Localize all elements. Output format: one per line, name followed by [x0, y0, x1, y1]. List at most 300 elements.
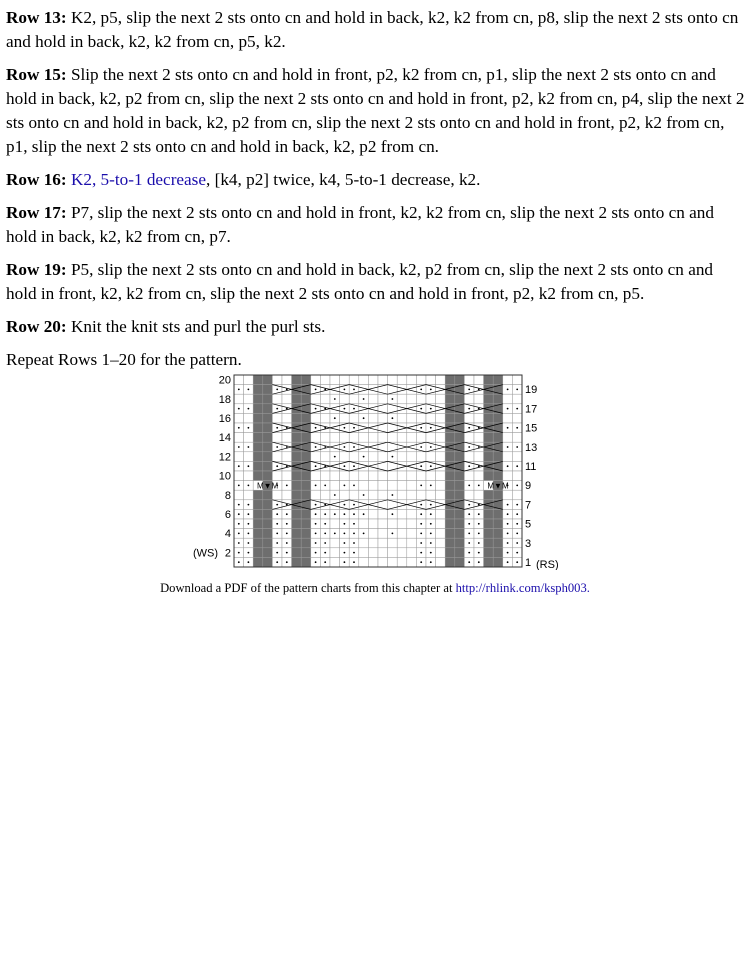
purl-dot [238, 408, 240, 410]
chart-cell [253, 404, 263, 414]
purl-dot [324, 427, 326, 429]
purl-dot [430, 446, 432, 448]
chart-cell [253, 529, 263, 539]
purl-dot [286, 513, 288, 515]
chart-cell [378, 519, 388, 529]
purl-dot [353, 513, 355, 515]
chart-cell [445, 538, 455, 548]
chart-cell [349, 452, 359, 462]
purl-dot [507, 552, 509, 554]
chart-cell [378, 375, 388, 385]
chart-cell [512, 452, 522, 462]
purl-dot [324, 408, 326, 410]
chart-cell [359, 519, 369, 529]
chart-cell [388, 481, 398, 491]
caption-text: Download a PDF of the pattern charts from this chapter at [160, 581, 456, 595]
pdf-download-link[interactable]: http://rhlink.com/ksph003. [455, 581, 590, 595]
purl-dot [420, 504, 422, 506]
purl-dot [315, 485, 317, 487]
purl-dot [238, 542, 240, 544]
chart-cell [474, 490, 484, 500]
purl-dot [238, 389, 240, 391]
purl-dot [248, 446, 250, 448]
row-number-right: 1 [525, 557, 532, 569]
chart-cell [292, 490, 302, 500]
chart-cell [407, 548, 417, 558]
purl-dot [468, 446, 470, 448]
row-text: P7, slip the next 2 sts onto cn and hold in front, k2, k2 from cn, slip the next 2 sts onto cn and hold in back, k2, k2 from cn, p7. [6, 203, 714, 246]
chart-cell [493, 471, 503, 481]
chart-cell [397, 519, 407, 529]
purl-dot [238, 523, 240, 525]
chart-cell [244, 413, 254, 423]
chart-cell [436, 548, 446, 558]
purl-dot [430, 389, 432, 391]
purl-dot [478, 446, 480, 448]
chart-cell [272, 452, 282, 462]
chart-cell [368, 529, 378, 539]
row-number-right: 19 [525, 384, 538, 397]
chart-cell [445, 375, 455, 385]
chart-cell [464, 394, 474, 404]
chart-cell [397, 471, 407, 481]
chart-cell [474, 471, 484, 481]
row-15-instruction [6, 63, 746, 159]
row-number-left: 16 [218, 413, 231, 425]
row-number-left: 6 [224, 509, 231, 521]
chart-cell [244, 375, 254, 385]
chart-cell [512, 490, 522, 500]
chart-cell [253, 375, 263, 385]
purl-dot [286, 446, 288, 448]
chart-cell [436, 375, 446, 385]
chart-cell [263, 529, 273, 539]
chart-cell [445, 509, 455, 519]
chart-cell [234, 490, 244, 500]
chart-cell [292, 452, 302, 462]
purl-dot [478, 533, 480, 535]
chart-cell [368, 509, 378, 519]
chart-cell [272, 471, 282, 481]
chart-cell [493, 375, 503, 385]
purl-dot [276, 561, 278, 563]
chart-cell [445, 519, 455, 529]
row-number-left: 20 [218, 374, 231, 387]
chart-cell [455, 413, 465, 423]
chart-cell [503, 394, 513, 404]
chart-grid [234, 375, 522, 567]
repeat-instruction: Repeat Rows 1–20 for the pattern. [6, 350, 242, 369]
chart-cell [359, 375, 369, 385]
chart-cell [253, 500, 263, 510]
chart-cell [455, 490, 465, 500]
purl-dot [516, 552, 518, 554]
purl-dot [353, 523, 355, 525]
purl-dot [363, 494, 365, 496]
chart-cell [234, 452, 244, 462]
purl-dot [334, 533, 336, 535]
chart-cell [292, 481, 302, 491]
chart-cell [253, 442, 263, 452]
purl-dot [286, 552, 288, 554]
purl-dot [315, 542, 317, 544]
chart-cell [503, 413, 513, 423]
chart-cell [388, 433, 398, 443]
chart-cell [455, 538, 465, 548]
purl-dot [420, 465, 422, 467]
chart-cell [493, 413, 503, 423]
chart-cell [340, 490, 350, 500]
rs-label: (RS) [536, 559, 559, 570]
chart-cell [436, 538, 446, 548]
chart-cell [244, 433, 254, 443]
purl-dot [286, 523, 288, 525]
chart-cell [368, 557, 378, 567]
chart-cell [263, 375, 273, 385]
purl-dot [507, 533, 509, 535]
purl-dot [315, 561, 317, 563]
purl-dot [315, 513, 317, 515]
purl-dot [238, 552, 240, 554]
purl-dot [516, 408, 518, 410]
purl-dot [248, 485, 250, 487]
chart-cell [253, 452, 263, 462]
chart-cell [484, 394, 494, 404]
purl-dot [478, 389, 480, 391]
purl-dot [478, 542, 480, 544]
purl-dot [286, 504, 288, 506]
chart-cell [484, 452, 494, 462]
chart-cell [359, 481, 369, 491]
purl-dot [468, 542, 470, 544]
chart-cell [368, 375, 378, 385]
chart-cell [436, 433, 446, 443]
purl-dot [420, 523, 422, 525]
purl-dot [315, 408, 317, 410]
chart-cell [282, 433, 292, 443]
decrease-link[interactable]: K2, 5-to-1 decrease [70, 170, 206, 189]
purl-dot [420, 446, 422, 448]
chart-cell [484, 509, 494, 519]
row-label: Row 17: [6, 203, 67, 222]
chart-cell [445, 481, 455, 491]
purl-dot [507, 504, 509, 506]
chart-cell [368, 481, 378, 491]
purl-dot [420, 389, 422, 391]
chart-cell [378, 538, 388, 548]
chart-cell [320, 433, 330, 443]
pattern-chart-svg [190, 370, 570, 570]
purl-dot [286, 542, 288, 544]
chart-cell [359, 548, 369, 558]
chart-cell [301, 548, 311, 558]
purl-dot [344, 427, 346, 429]
chart-cell [368, 433, 378, 443]
chart-cell [445, 413, 455, 423]
chart-cell [388, 471, 398, 481]
chart-cell [292, 519, 302, 529]
chart-cell [272, 394, 282, 404]
purl-dot [248, 389, 250, 391]
purl-dot [286, 485, 288, 487]
row-16-instruction [6, 168, 746, 192]
chart-cell [330, 471, 340, 481]
chart-cell [378, 394, 388, 404]
chart-cell [493, 433, 503, 443]
purl-dot [324, 552, 326, 554]
purl-dot [248, 465, 250, 467]
purl-dot [363, 398, 365, 400]
chart-cell [378, 413, 388, 423]
chart-cell [263, 509, 273, 519]
purl-dot [344, 533, 346, 535]
chart-cell [378, 433, 388, 443]
chart-cell [253, 471, 263, 481]
purl-dot [507, 542, 509, 544]
chart-cell [397, 433, 407, 443]
purl-dot [468, 513, 470, 515]
purl-dot [315, 446, 317, 448]
chart-cell [455, 529, 465, 539]
chart-cell [234, 413, 244, 423]
chart-cell [301, 375, 311, 385]
chart-cell [512, 433, 522, 443]
chart-cell [234, 471, 244, 481]
chart-cell [311, 375, 321, 385]
chart-cell [512, 394, 522, 404]
chart-cell [272, 413, 282, 423]
chart-cell [436, 471, 446, 481]
purl-dot [276, 408, 278, 410]
purl-dot [276, 542, 278, 544]
chart-cell [397, 394, 407, 404]
chart-cell [311, 490, 321, 500]
row-number-left: 14 [218, 432, 231, 445]
chart-cell [426, 433, 436, 443]
purl-dot [430, 523, 432, 525]
chart-cell [263, 461, 273, 471]
chart-cell [493, 509, 503, 519]
purl-dot [286, 389, 288, 391]
chart-cell [407, 471, 417, 481]
chart-cell [436, 490, 446, 500]
purl-dot [324, 523, 326, 525]
chart-cell [349, 375, 359, 385]
chart-cell [484, 490, 494, 500]
purl-dot [353, 465, 355, 467]
chart-cell [301, 433, 311, 443]
chart-cell [349, 433, 359, 443]
chart-cell [244, 490, 254, 500]
row-number-left: 8 [224, 489, 231, 502]
row-label: Row 15: [6, 65, 67, 84]
purl-dot [324, 533, 326, 535]
purl-dot [238, 465, 240, 467]
purl-dot [315, 504, 317, 506]
chart-cell [244, 452, 254, 462]
purl-dot [353, 533, 355, 535]
purl-dot [344, 389, 346, 391]
chart-cell [484, 413, 494, 423]
purl-dot [516, 513, 518, 515]
purl-dot [420, 533, 422, 535]
chart-cell [484, 538, 494, 548]
chart-cell [407, 557, 417, 567]
purl-dot [516, 523, 518, 525]
purl-dot [276, 533, 278, 535]
purl-dot [420, 552, 422, 554]
chart-cell [455, 519, 465, 529]
purl-dot [324, 504, 326, 506]
chart-cell [397, 452, 407, 462]
row-number-right: 13 [525, 441, 538, 454]
chart-cell [263, 557, 273, 567]
chart-cell [292, 538, 302, 548]
purl-dot [248, 427, 250, 429]
purl-dot [238, 561, 240, 563]
purl-dot [344, 446, 346, 448]
chart-cell [512, 375, 522, 385]
purl-dot [430, 465, 432, 467]
chart-cell [263, 442, 273, 452]
chart-cell [484, 519, 494, 529]
chart-cell [340, 452, 350, 462]
chart-cell [436, 509, 446, 519]
ws-label: (WS) [192, 547, 218, 560]
purl-dot [276, 523, 278, 525]
chart-cell [455, 452, 465, 462]
row-number-right: 3 [525, 537, 532, 550]
purl-dot [344, 552, 346, 554]
chart-cell [388, 538, 398, 548]
chart-cell [263, 519, 273, 529]
purl-dot [507, 465, 509, 467]
chart-cell [311, 433, 321, 443]
chart-cell [301, 557, 311, 567]
purl-dot [334, 417, 336, 419]
chart-cell [464, 375, 474, 385]
purl-dot [238, 446, 240, 448]
row-number-left: 18 [218, 393, 231, 406]
purl-dot [353, 408, 355, 410]
chart-cell [378, 452, 388, 462]
chart-cell [330, 557, 340, 567]
chart-cell [474, 375, 484, 385]
chart-cell [484, 471, 494, 481]
chart-cell [493, 452, 503, 462]
purl-dot [420, 427, 422, 429]
chart-cell [272, 375, 282, 385]
row-number-right: 15 [525, 422, 538, 435]
purl-dot [430, 513, 432, 515]
chart-cell [292, 557, 302, 567]
chart-cell [416, 413, 426, 423]
purl-dot [315, 465, 317, 467]
chart-cell [397, 509, 407, 519]
purl-dot [468, 504, 470, 506]
chart-cell [397, 375, 407, 385]
chart-cell [378, 557, 388, 567]
chart-cell [263, 471, 273, 481]
purl-dot [238, 485, 240, 487]
chart-cell [503, 433, 513, 443]
purl-dot [248, 523, 250, 525]
chart-cell [244, 471, 254, 481]
purl-dot [392, 494, 394, 496]
chart-cell [407, 509, 417, 519]
chart-cell [330, 375, 340, 385]
purl-dot [516, 533, 518, 535]
chart-cell [426, 490, 436, 500]
chart-cell [349, 394, 359, 404]
chart-cell [272, 490, 282, 500]
chart-cell [436, 452, 446, 462]
chart-cell [263, 490, 273, 500]
chart-cell [388, 375, 398, 385]
purl-dot [430, 427, 432, 429]
chart-cell [340, 375, 350, 385]
purl-dot [507, 389, 509, 391]
purl-dot [478, 561, 480, 563]
chart-cell [330, 548, 340, 558]
purl-dot [344, 485, 346, 487]
purl-dot [468, 485, 470, 487]
chart-cell [263, 548, 273, 558]
chart-cell [320, 490, 330, 500]
chart-cell [359, 471, 369, 481]
chart-cell [407, 490, 417, 500]
chart-cell [253, 433, 263, 443]
purl-dot [334, 456, 336, 458]
chart-cell [272, 433, 282, 443]
purl-dot [276, 427, 278, 429]
chart-cell [359, 538, 369, 548]
purl-dot [334, 494, 336, 496]
chart-cell [292, 509, 302, 519]
purl-dot [344, 504, 346, 506]
chart-cell [493, 394, 503, 404]
purl-dot [238, 533, 240, 535]
chart-cell [320, 452, 330, 462]
row-label: Row 19: [6, 260, 67, 279]
row-number-right: 9 [525, 480, 532, 493]
chart-cell [301, 519, 311, 529]
chart-cell [330, 433, 340, 443]
chart-cell [493, 538, 503, 548]
purl-dot [315, 523, 317, 525]
purl-dot [353, 427, 355, 429]
purl-dot [324, 446, 326, 448]
purl-dot [324, 513, 326, 515]
purl-dot [286, 408, 288, 410]
chart-cell [263, 385, 273, 395]
chart-cell [484, 433, 494, 443]
chart-cell [292, 433, 302, 443]
purl-dot [248, 408, 250, 410]
chart-cell [493, 529, 503, 539]
chart-cell [493, 490, 503, 500]
chart-cell [368, 538, 378, 548]
purl-dot [286, 427, 288, 429]
chart-cell [445, 452, 455, 462]
chart-cell [253, 394, 263, 404]
chart-cell [349, 490, 359, 500]
chart-cell [263, 423, 273, 433]
chart-cell [407, 481, 417, 491]
chart-cell [301, 490, 311, 500]
purl-dot [420, 485, 422, 487]
chart-cell [407, 394, 417, 404]
